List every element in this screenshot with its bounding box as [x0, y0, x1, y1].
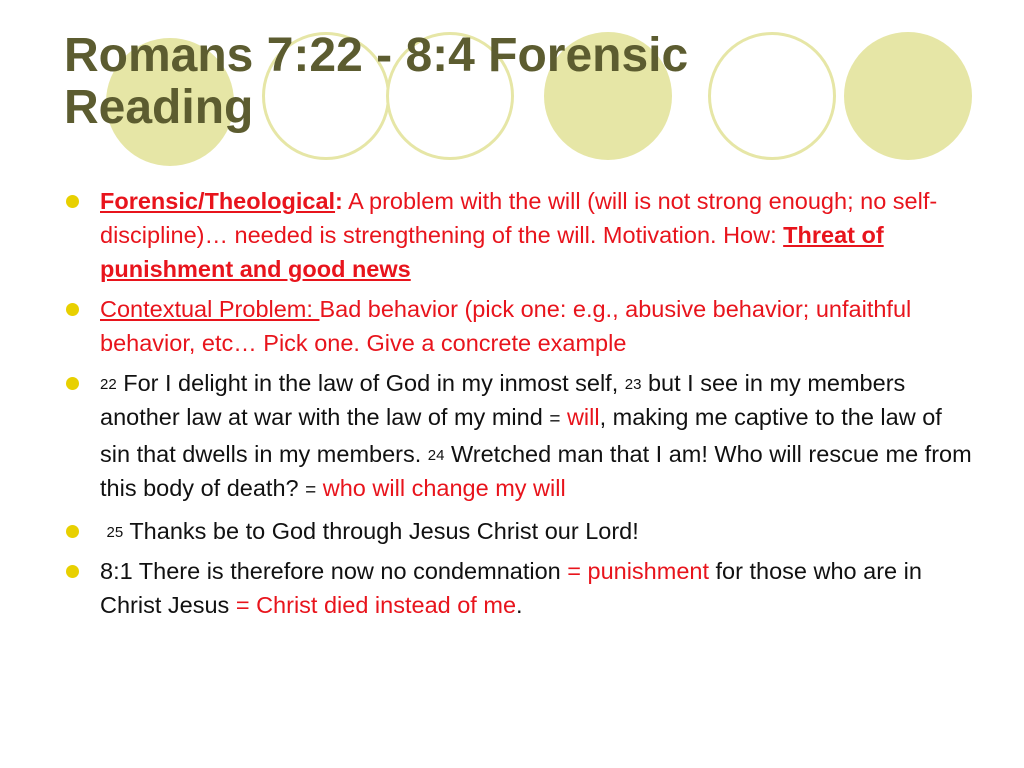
bullet-romans-7-25: [64, 514, 974, 548]
verse-25-text: Thanks be to God through Jesus Christ our Lord!: [123, 518, 639, 544]
forensic-colon: :: [335, 188, 343, 214]
christ-died-emphasis: = Christ died instead of me: [235, 592, 517, 618]
punishment-emphasis: = punishment: [567, 558, 709, 584]
period: .: [516, 592, 523, 618]
contextual-text: Bad behavior (pick one: e.g., abusive behavior; unfaithful behavior, etc… Pick one. Give a concrete example: [100, 296, 912, 356]
bullet-dot-icon: [66, 195, 79, 208]
verse-23: 23: [624, 376, 642, 393]
verse-23-text: but I see in my members another law at war with the law of my mind: [100, 370, 906, 430]
verse-22-text: For I delight in the law of God in my inmost self,: [116, 370, 625, 396]
forensic-label: Forensic/Theological: [100, 188, 336, 214]
bullet-romans-7-22: [64, 366, 974, 508]
equals-sign-1: =: [549, 409, 561, 430]
bullet-dot-icon: [66, 303, 79, 316]
verse-8-1-text: 8:1 There is therefore now no condemnation: [100, 558, 568, 584]
bullet-dot-icon: [66, 565, 79, 578]
verse-24: 24: [427, 447, 445, 464]
verse-22: 22: [100, 376, 117, 393]
forensic-text: A problem with the will (will is not strong enough; no self-discipline)… needed is strengthening of the will. Motivation. How:: [100, 188, 938, 248]
forensic-emphasis: Threat of punishment and good news: [100, 222, 884, 282]
slide-title: [64, 30, 864, 134]
verse-25: 25: [106, 524, 124, 541]
title-line-1: Romans 7:22 - 8:4 Forensic: [64, 29, 689, 82]
bullet-contextual: [64, 292, 974, 360]
bullet-list: [64, 184, 974, 628]
bullet-forensic: [64, 184, 974, 286]
bullet-romans-8-1: [64, 554, 974, 622]
contextual-label: Contextual Problem:: [100, 296, 320, 322]
change-will-emphasis: who will change my will: [316, 475, 566, 501]
verse-8-1-text-cont: for those who are in Christ Jesus: [100, 558, 922, 618]
bullet-dot-icon: [66, 377, 79, 390]
will-emphasis: will: [560, 404, 600, 430]
title-line-2: Reading: [64, 81, 254, 134]
verse-24-text: Wretched man that I am! Who will rescue me from this body of death?: [100, 441, 972, 501]
equals-sign-2: =: [305, 480, 317, 501]
verse-23-text-cont: , making me captive to the law of sin that dwells in my members.: [100, 404, 942, 467]
bullet-dot-icon: [66, 525, 79, 538]
